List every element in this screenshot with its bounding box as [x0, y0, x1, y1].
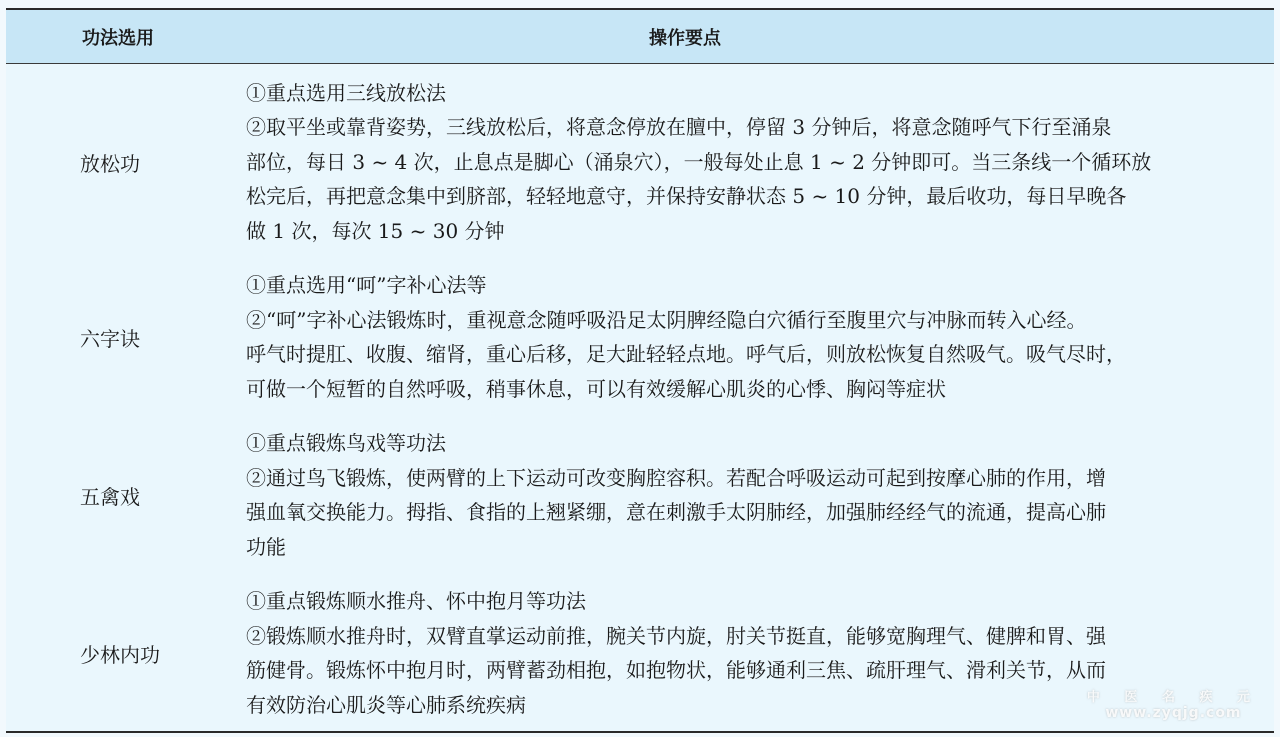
watermark-url: www.zyqjg.com	[1105, 705, 1242, 721]
key-points	[246, 76, 1274, 249]
key-point-line: 可做一个短暂的自然呼吸，稍事休息，可以有效缓解心肌炎的心悸、胸闷等症状	[246, 376, 946, 401]
header-method: 功法选用	[82, 27, 154, 49]
key-point-line: ①重点锻炼顺水推舟、怀中抱月等功法	[246, 589, 586, 613]
key-point-line: 筋健骨。锻炼怀中抱月时，两臂蓄劲相抱，如抱物状，能够通利三焦、疏肝理气、滑利关节，从而	[246, 658, 1106, 682]
table-row	[6, 74, 1274, 250]
table-row	[6, 266, 1274, 408]
watermark-text: 中 医 名 疾 元	[1086, 690, 1260, 705]
table-header	[6, 10, 1274, 64]
key-point-line: ②锻炼顺水推舟时，双臂直掌运动前推，腕关节内旋，肘关节挺直，能够宽胸理气、健脾和胃、强	[246, 623, 1106, 648]
key-point-line: 有效防治心肌炎等心肺系统疾病	[246, 692, 526, 717]
key-point-line: 呼气时提肛、收腹、缩肾，重心后移，足大趾轻轻点地。呼气后，则放松恢复自然吸气。吸气尽时，	[246, 342, 1126, 366]
method-name: 六字诀	[80, 326, 140, 351]
key-point-line: ②取平坐或靠背姿势，三线放松后，将意念停放在膻中，停留 3 分钟后，将意念随呼气下行至涌泉	[246, 115, 1112, 140]
key-point-line: ①重点锻炼鸟戏等功法	[246, 431, 446, 455]
key-points	[246, 268, 1274, 406]
methods-table	[6, 8, 1274, 733]
key-point-line: ①重点选用“呵”字补心法等	[246, 273, 487, 297]
key-point-line: 松完后，再把意念集中到脐部，轻轻地意守，并保持安静状态 5 ~ 10 分钟，最后收功，每日早晚各	[246, 184, 1127, 209]
header-key-points: 操作要点	[649, 27, 721, 49]
table-row	[6, 582, 1274, 724]
table-row	[6, 424, 1274, 566]
method-name: 五禽戏	[80, 484, 140, 509]
key-point-line: 部位，每日 3 ~ 4 次，止息点是脚心（涌泉穴），一般每处止息 1 ~ 2 分钟即可。当三条线一个循环放	[246, 149, 1152, 174]
key-point-line: ②通过鸟飞锻炼，使两臂的上下运动可改变胸腔容积。若配合呼吸运动可起到按摩心肺的作用，增	[246, 465, 1106, 490]
method-name: 放松功	[80, 151, 140, 176]
key-point-line: 强血氧交换能力。拇指、食指的上翘紧绷，意在刺激手太阴肺经，加强肺经经气的流通，提高心肺	[246, 500, 1106, 524]
key-point-line: ①重点选用三线放松法	[246, 80, 446, 105]
site-watermark	[1087, 686, 1260, 721]
method-name: 少林内功	[80, 642, 160, 667]
key-points	[246, 426, 1274, 564]
key-point-line: 功能	[246, 534, 286, 559]
key-point-line: 做 1 次，每次 15 ~ 30 分钟	[246, 218, 505, 243]
key-point-line: ②“呵”字补心法锻炼时，重视意念随呼吸沿足太阴脾经隐白穴循行至腹里穴与冲脉而转入心经。	[246, 307, 1087, 332]
